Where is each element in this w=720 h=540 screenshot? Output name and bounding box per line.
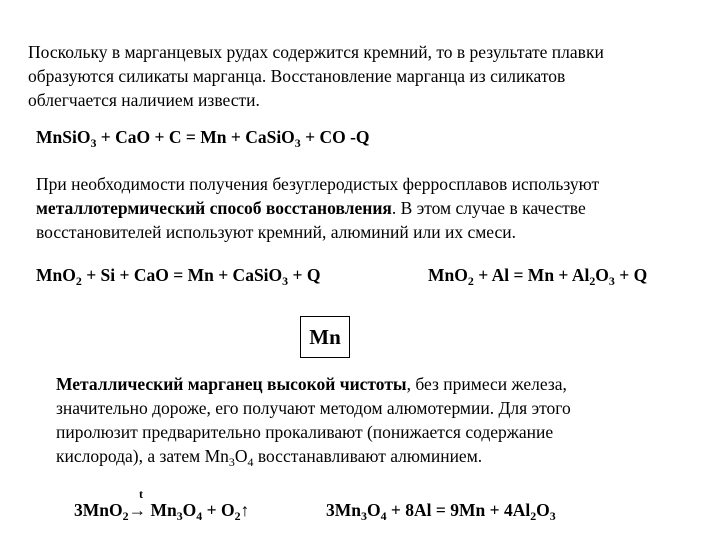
equation-silicate-reduction: MnSiO$_3$ + CaO + C = Mn + CaSiO$_3$ + CO -Q xyxy=(36,127,370,151)
reaction-arrow-icon: → xyxy=(128,500,147,520)
equation-aluminothermic: $MnO_2 + Al = Mn + Al_2O_3 + Q$ xyxy=(428,265,648,289)
equation-calcination: $3MnO_2\to Mn_3O_4$ + $O_2↑$ xyxy=(74,500,250,524)
para3-line-1: Металлический марганец высокой чистоты, без примеси железа, xyxy=(56,374,567,394)
gas-release-arrow-icon: ↑ xyxy=(240,500,250,520)
para2-line-3: восстановителей используют кремний, алюминий или их смеси. xyxy=(36,222,517,242)
intro-line-3: облегчается наличием извести. xyxy=(28,90,260,110)
metallothermic-term: металлотермический способ восстановления xyxy=(36,198,392,218)
metallothermic-paragraph xyxy=(36,172,599,244)
para3-line-3: пиролюзит предварительно прокаливают (понижается содержание xyxy=(56,422,554,442)
intro-line-2: образуются силикаты марганца. Восстановление марганца из силикатов xyxy=(28,66,566,86)
manganese-label-box: Mn xyxy=(300,316,350,358)
equation-aluminothermic-reduction: $3Mn_3O_4 + 8Al = 9Mn + 4Al_2O_3$ xyxy=(326,500,556,524)
equation-silicothermic: MnO$_2$ + Si + CaO = Mn + CaSiO$_3$ + Q xyxy=(36,265,321,289)
para3-line-4: кислорода), а затем $Mn_3O_4$ восстанавливают алюминием. xyxy=(56,446,483,470)
temperature-mark: t xyxy=(139,487,143,501)
intro-paragraph xyxy=(28,40,604,112)
para3-line-2: значительно дороже, его получают методом алюмотермии. Для этого xyxy=(56,398,571,418)
high-purity-paragraph xyxy=(56,372,571,468)
intro-line-1: Поскольку в марганцевых рудах содержится кремний, то в результате плавки xyxy=(28,42,604,62)
para2-line-1: При необходимости получения безуглеродистых ферросплавов используют xyxy=(36,174,600,194)
high-purity-term: Металлический марганец высокой чистоты xyxy=(56,374,407,394)
para2-line-2: металлотермический способ восстановления. В этом случае в качестве xyxy=(36,198,586,218)
